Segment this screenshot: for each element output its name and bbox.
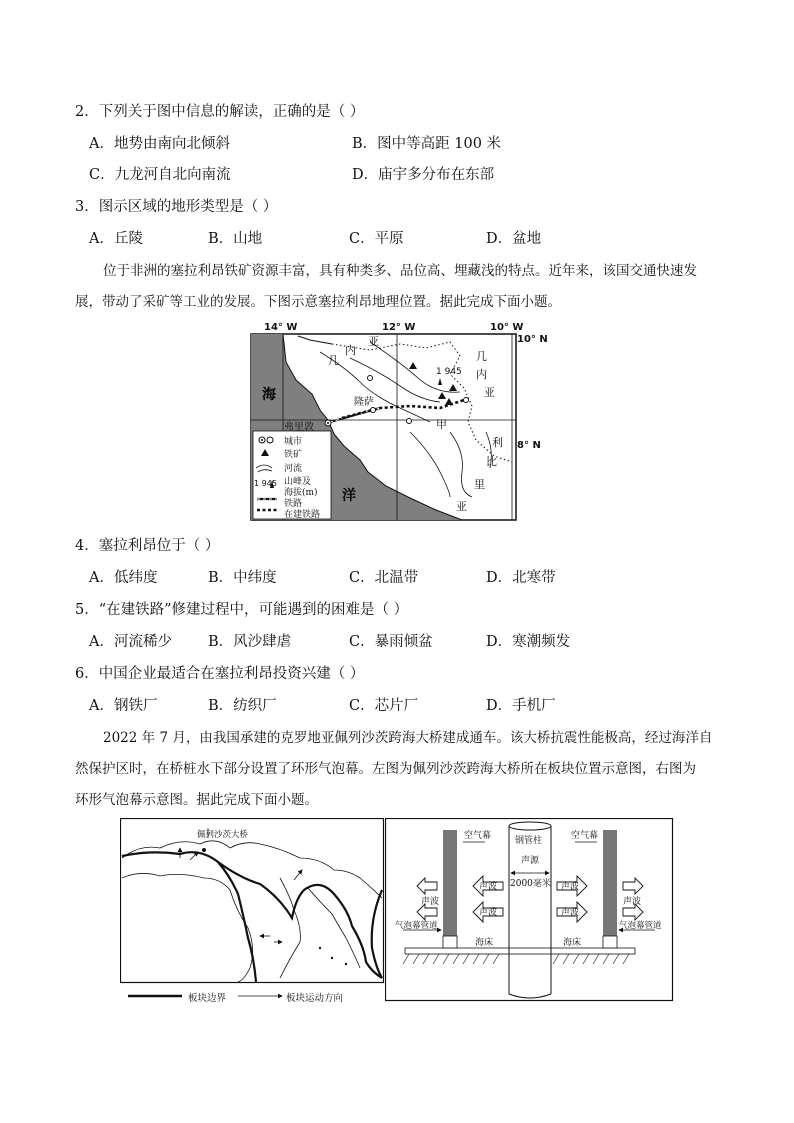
passage2-line2: 然保护区时，在桥桩水下部分设置了环形气泡幕。左图为佩列沙茨跨海大桥所在板块位置示意图，右图为 (75, 761, 696, 777)
legend-rail-building: 在建铁路 (284, 510, 321, 520)
sea-label-yang: 洋 (342, 488, 356, 504)
q3-option-b: B．山地 (208, 231, 263, 247)
air-curtain-right-label: 空气幕 (571, 831, 599, 841)
lon-14w-label: 14° W (264, 322, 298, 333)
q5-option-d: D．寒潮频发 (486, 634, 571, 650)
seabed-label-right: 海床 (563, 938, 582, 948)
legend-rail: 铁路 (284, 499, 303, 509)
legend-boundary-text: 板块边界 (188, 993, 227, 1004)
peak-elevation-label: 1 945 (436, 367, 462, 377)
q5-option-b: B．风沙肆虐 (208, 634, 292, 650)
wave-label-2: 声波 (479, 908, 498, 918)
air-curtain-right (603, 830, 617, 948)
guinea-label-ya: 亚 (484, 386, 495, 399)
passage2-line3: 环形气泡幕示意图。据此完成下面小题。 (75, 792, 318, 808)
seabed-label-left: 海床 (475, 938, 494, 948)
wave-label-6: 声波 (623, 897, 642, 907)
sound-source-label: 声源 (521, 856, 540, 866)
liberia-label-ya: 亚 (456, 500, 467, 513)
legend-motion-text: 板块运动方向 (286, 993, 344, 1004)
wave-label-1: 声波 (479, 882, 498, 892)
passage1-line1: 位于非洲的塞拉利昂铁矿资源丰富，具有种类多、品位高、埋藏浅的特点。近年来，该国交通快速发 (103, 263, 697, 279)
wave-label-4: 声波 (561, 908, 580, 918)
q2-option-d: D．庙宇多分布在东部 (352, 167, 495, 183)
q4-option-a: A．低纬度 (89, 570, 158, 586)
q6-option-a: A．钢铁厂 (89, 698, 158, 714)
steel-pipe-label: 钢管柱 (515, 836, 543, 846)
legend-river: 河流 (284, 464, 303, 474)
sierra-leone-map (250, 322, 550, 522)
liberia-label-li2: 里 (474, 478, 485, 491)
legend-peak-value: 1 945 (254, 479, 277, 488)
lon-12w-label: 12° W (382, 322, 416, 333)
plate-map-svg (120, 818, 385, 1004)
passage2-line1: 2022 年 7 月，由我国承建的克罗地亚佩列沙茨跨海大桥建成通车。该大桥抗震性能极高，经过海洋自 (103, 730, 713, 746)
passage1-line2: 展，带动了采矿等工业的发展。下图示意塞拉利昂地理位置。据此完成下面小题。 (75, 294, 561, 310)
legend-iron: 铁矿 (284, 450, 303, 460)
lunsar-city-marker (371, 408, 376, 413)
lon-10w-label: 10° W (490, 322, 524, 333)
diameter-label: 2000毫米 (510, 879, 551, 889)
liberia-label-li: 利 (492, 436, 503, 449)
lunsar-label: 隆萨 (354, 397, 374, 408)
q3-option-d: D．盆地 (486, 231, 542, 247)
sea-label-hai: 海 (262, 387, 276, 403)
q3-option-c: C．平原 (349, 231, 404, 247)
guinea-label-ya-top: 亚 (368, 335, 379, 348)
plate-map (120, 818, 385, 1004)
q2-option-a: A．地势由南向北倾斜 (89, 136, 230, 152)
q6-stem: 6．中国企业最适合在塞拉利昂投资兴建（ ） (75, 666, 365, 682)
legend-peak-1: 山峰及 (284, 477, 312, 487)
q2-stem: 2．下列关于图中信息的解读，正确的是（ ） (75, 104, 365, 120)
q6-option-d: D．手机厂 (486, 698, 556, 714)
bridge-marker (202, 848, 206, 852)
lat-8n-label: 8° N (517, 440, 541, 451)
q3-option-a: A．丘陵 (89, 231, 143, 247)
q4-option-d: D．北寒带 (486, 570, 556, 586)
legend-city: 城市 (284, 437, 303, 447)
bubble-curtain-diagram (385, 818, 674, 1002)
q4-option-b: B．中纬度 (208, 570, 277, 586)
q3-stem: 3．图示区域的地形类型是（ ） (75, 199, 278, 215)
legend-peak-2: 海拔(m) (284, 488, 318, 498)
guinea-label-nei-top: 内 (345, 344, 356, 357)
air-curtain-left-label: 空气幕 (464, 831, 492, 841)
guinea-label-ji: 几 (476, 350, 487, 363)
liberia-label-bi: 比 (486, 455, 497, 468)
air-curtain-left (443, 830, 457, 948)
wave-label-5: 声波 (421, 897, 440, 907)
q2-option-c: C．九龙河自北向南流 (89, 167, 231, 183)
lat-10n-label: 10° N (517, 334, 548, 345)
q6-option-b: B．纺织厂 (208, 698, 277, 714)
freetown-label: 弗里敦 (284, 422, 314, 433)
q5-option-c: C．暴雨倾盆 (349, 634, 433, 650)
wave-label-3: 声波 (561, 882, 580, 892)
q4-stem: 4．塞拉利昂位于（ ） (75, 538, 220, 554)
q2-option-b: B．图中等高距 100 米 (352, 136, 502, 152)
q6-option-c: C．芯片厂 (349, 698, 419, 714)
bridge-label: 佩列沙茨大桥 (197, 830, 249, 840)
location-jia-label: 甲 (436, 418, 447, 431)
pipe-right-label: 气泡幕管道 (619, 921, 662, 931)
guinea-label-nei: 内 (476, 368, 487, 381)
q5-stem: 5．“在建铁路”修建过程中，可能遇到的困难是（ ） (75, 602, 409, 618)
guinea-label-ji-left: 几 (328, 354, 339, 367)
q4-option-c: C．北温带 (349, 570, 419, 586)
pipe-left-label: 气泡幕管道 (395, 921, 438, 931)
q5-option-a: A．河流稀少 (89, 634, 172, 650)
